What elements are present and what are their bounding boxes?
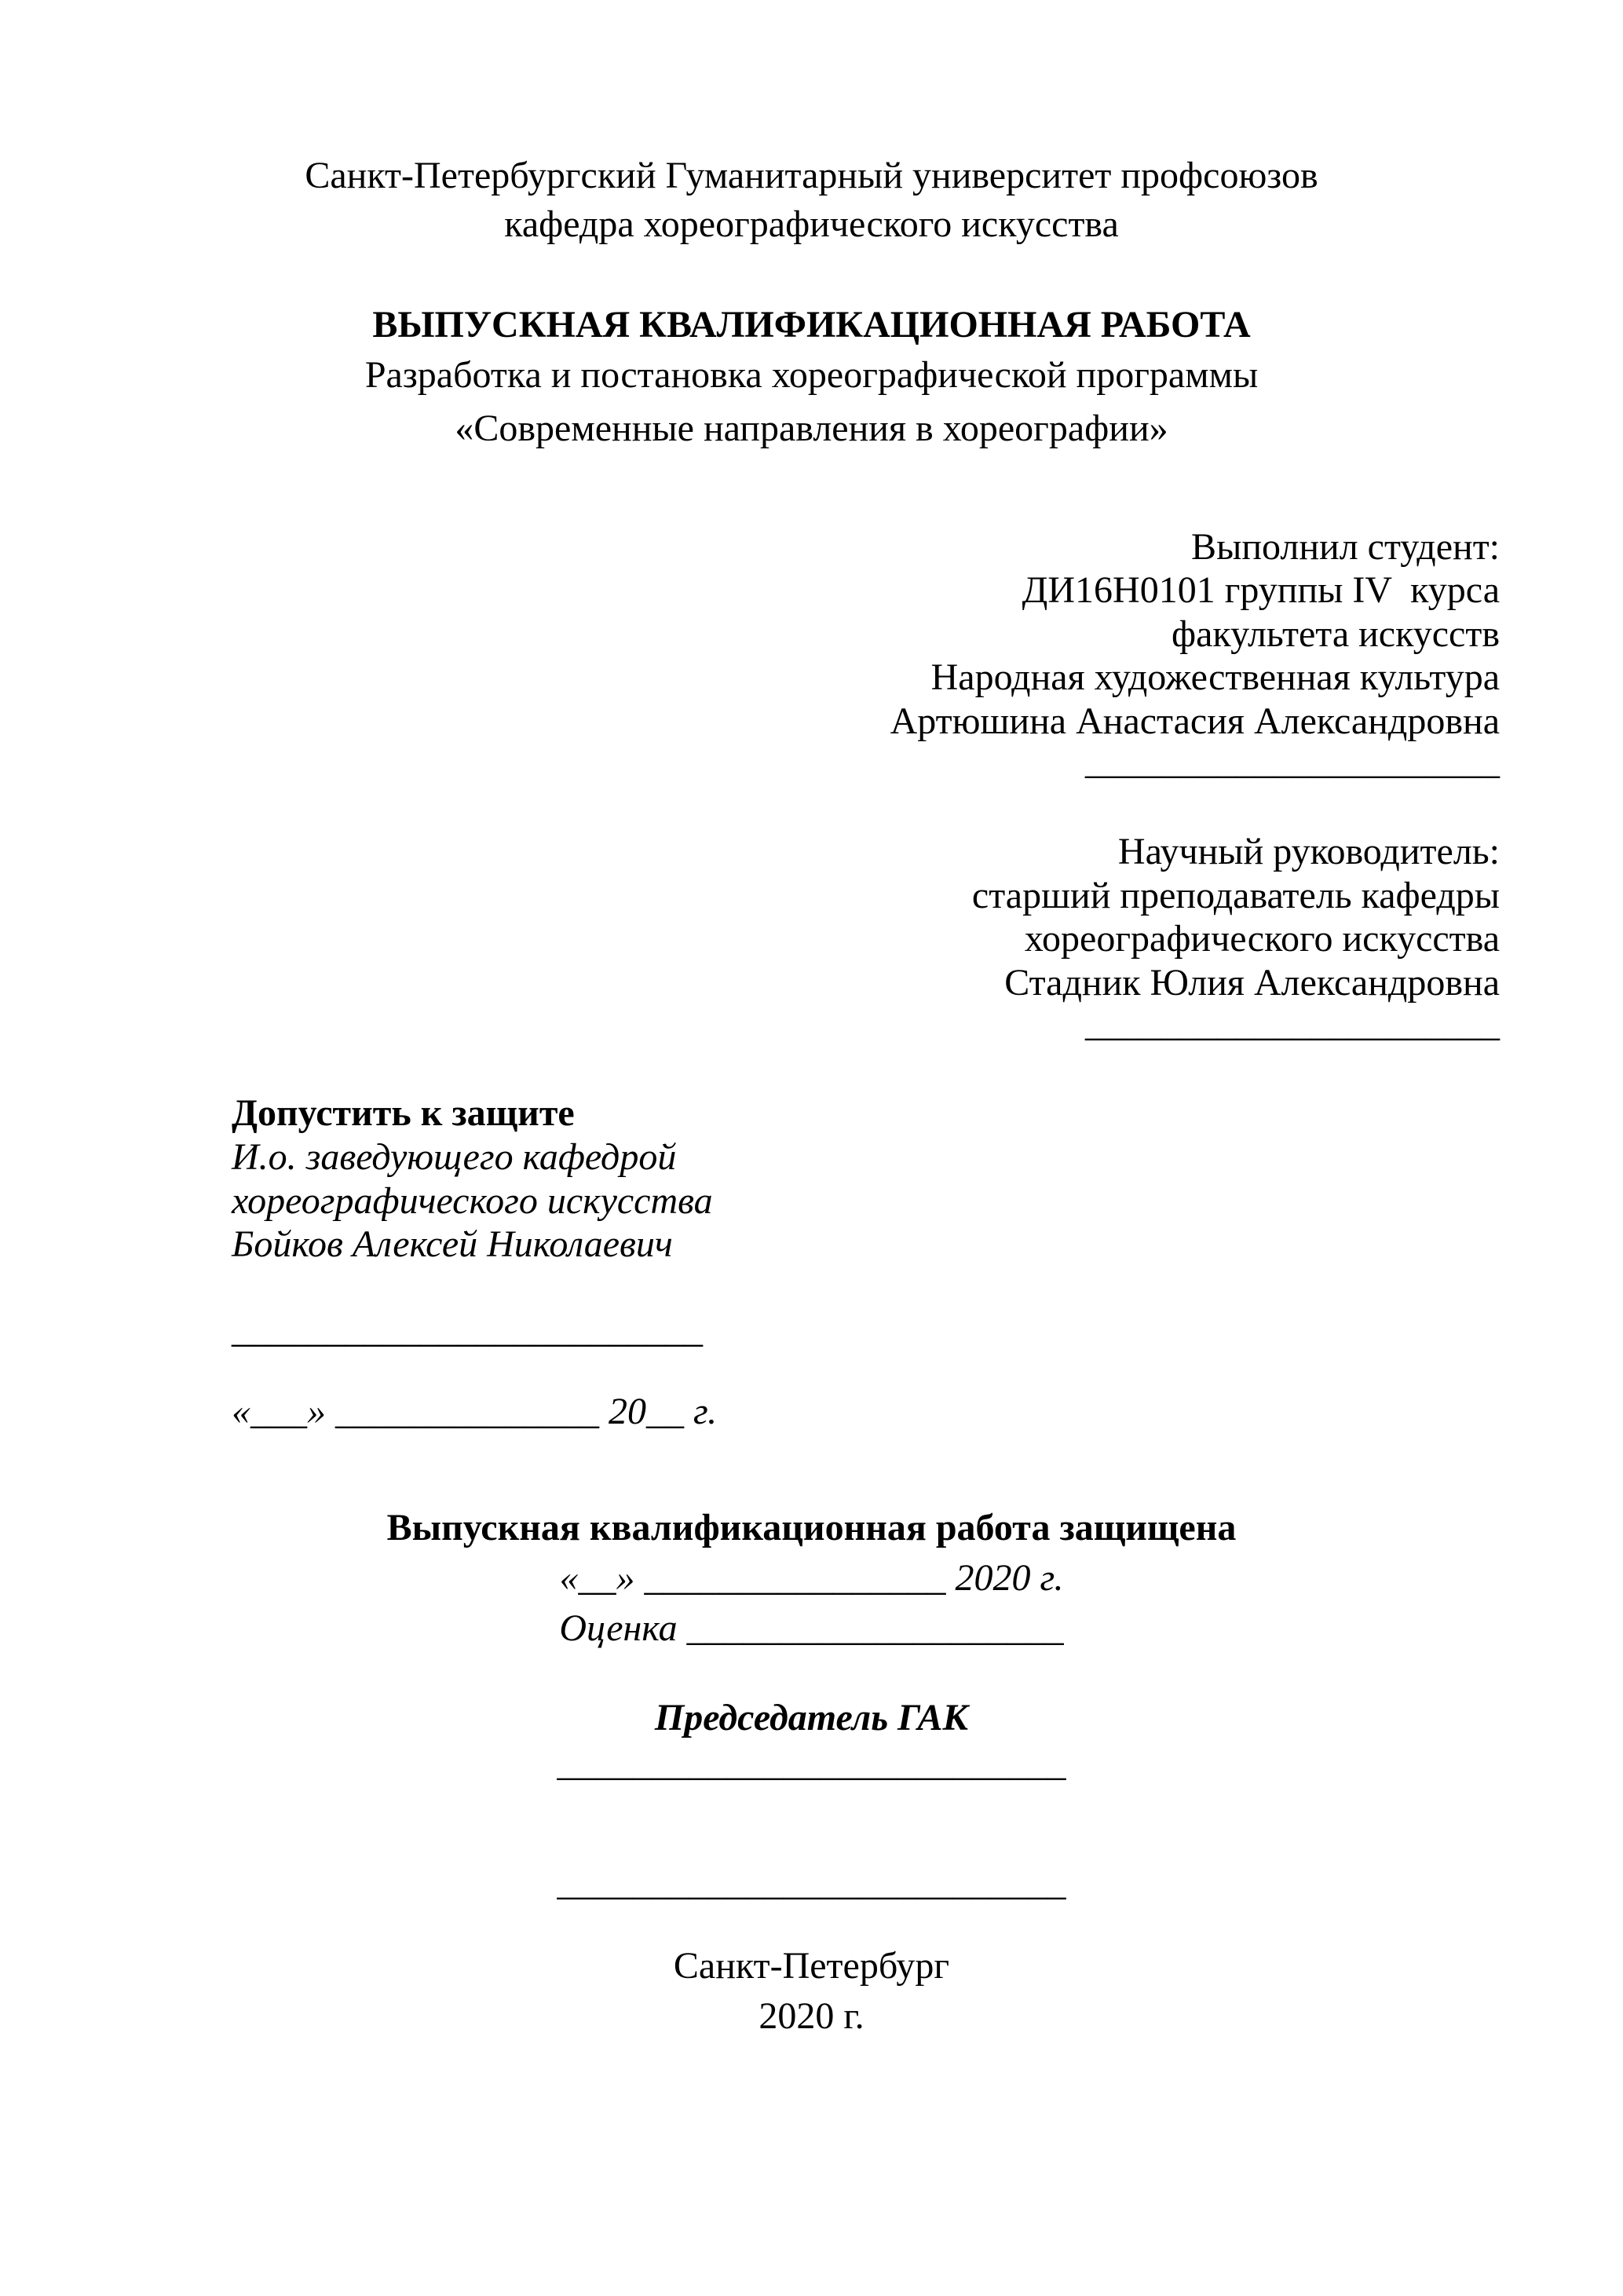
footer-year: 2020 г. (758, 1995, 865, 2037)
chairman-signature-line-2: ___________________________ (557, 1862, 1066, 1903)
admission-heading: Допустить к защите (232, 1092, 575, 1134)
supervisor-label: Научный руководитель: (1117, 831, 1500, 872)
defense-heading: Выпускная квалификационная работа защищена (386, 1507, 1237, 1548)
chairman-label: Председатель ГАК (654, 1697, 969, 1738)
footer-city: Санкт-Петербург (673, 1945, 950, 1987)
topic-line-1: Разработка и постановка хореографической программы (364, 354, 1259, 396)
defense-date-line: «__» ________________ 2020 г. (559, 1557, 1064, 1599)
student-name: Артюшина Анастасия Александровна (890, 700, 1500, 742)
student-label: Выполнил студент: (1191, 526, 1500, 568)
admission-date-line: «___» ______________ 20__ г. (232, 1391, 718, 1432)
student-signature-line: ______________________ (1085, 740, 1500, 782)
student-faculty: факультета искусств (1172, 613, 1500, 655)
grade-line: Оценка ____________________ (559, 1607, 1064, 1649)
supervisor-position-1: старший преподаватель кафедры (971, 875, 1500, 916)
student-specialty: Народная художественная культура (930, 656, 1500, 698)
admission-signature-line: _________________________ (232, 1309, 703, 1351)
student-group: ДИ16Н0101 группы IV курса (1022, 569, 1500, 611)
topic-line-2: «Современные направления в хореографии» (455, 408, 1168, 449)
admission-position-1: И.о. заведующего кафедрой (232, 1136, 677, 1178)
supervisor-name: Стадник Юлия Александровна (1004, 962, 1500, 1004)
admission-position-2: хореографического искусства (232, 1180, 713, 1222)
work-type-title: ВЫПУСКНАЯ КВАЛИФИКАЦИОННАЯ РАБОТА (372, 304, 1251, 345)
department-name: кафедра хореографического искусства (504, 203, 1119, 245)
supervisor-signature-line: ______________________ (1085, 1003, 1500, 1044)
supervisor-position-2: хореографического искусства (1024, 918, 1500, 960)
university-name: Санкт-Петербургский Гуманитарный университет профсоюзов (305, 155, 1318, 196)
chairman-signature-line-1: ___________________________ (557, 1742, 1066, 1784)
admission-name: Бойков Алексей Николаевич (232, 1223, 673, 1265)
